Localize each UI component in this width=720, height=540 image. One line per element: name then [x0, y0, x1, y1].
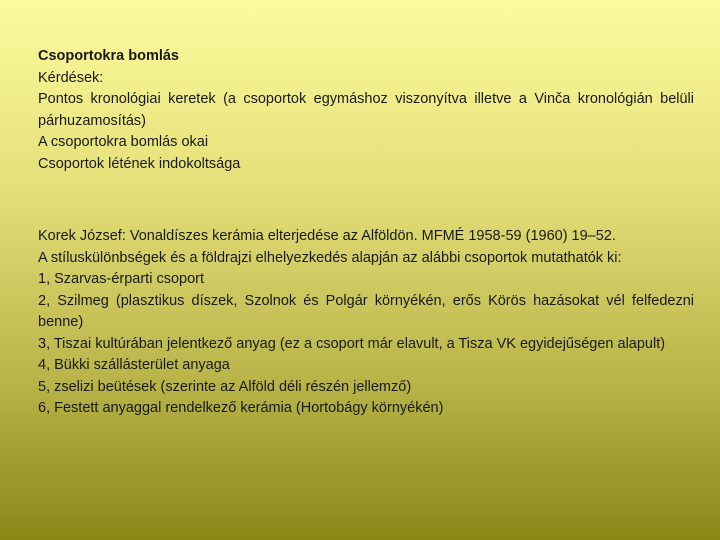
groups-intro: A stíluskülönbségek és a földrajzi elhelyezkedés alapján az alábbi csoportok mutathatók ki:: [38, 249, 622, 266]
reference-section: [38, 226, 694, 420]
group-item: 4, Bükki szállásterület anyaga: [38, 357, 230, 373]
group-item: 1, Szarvas-érparti csoport: [38, 271, 205, 287]
question-item: A csoportokra bomlás okai: [38, 134, 209, 150]
group-item: 2, Szilmeg (plasztikus díszek, Szolnok és Polgár környékén, erős Körös hazásokat vél felfedezni benne): [38, 292, 694, 330]
slide-title: Csoportokra bomlás: [38, 48, 179, 64]
question-item: Pontos kronológiai keretek (a csoportok egymáshoz viszonyítva illetve a Vinča kronológián belüli párhuzamosítás): [38, 91, 694, 129]
group-item: 6, Festett anyaggal rendelkező kerámia (Hortobágy környékén): [38, 400, 444, 416]
reference-citation: Korek József: Vonaldíszes kerámia elterjedése az Alföldön. MFMÉ 1958-59 (1960) 19–52.: [38, 228, 616, 244]
group-item: 3, Tiszai kultúrában jelentkező anyag (ez a csoport már elavult, a Tisza VK egyidejűségen alapult): [38, 335, 666, 352]
question-item: Csoportok létének indokoltsága: [38, 155, 241, 172]
questions-label: Kérdések:: [38, 69, 104, 86]
group-item: 5, zselizi beütések (szerinte az Alföld déli részén jellemző): [38, 378, 412, 395]
questions-section: [38, 46, 694, 175]
